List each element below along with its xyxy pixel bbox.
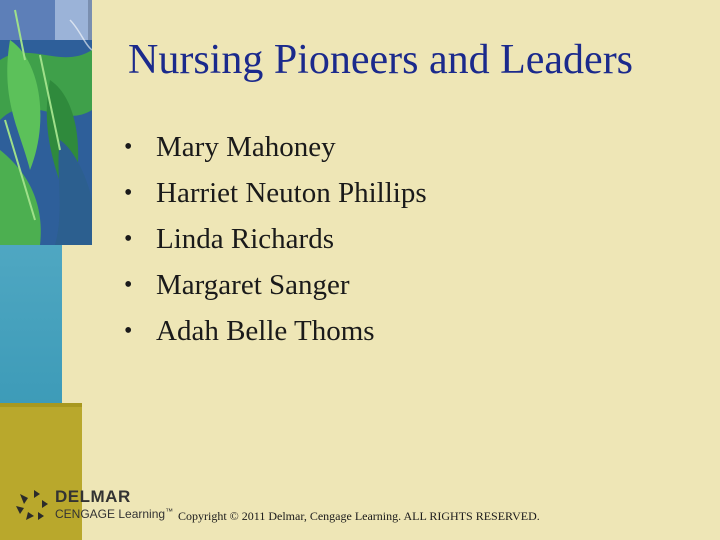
bullet-text: Linda Richards	[156, 222, 334, 255]
leaf-art-icon	[0, 0, 92, 250]
logo-line1: DELMAR	[55, 487, 131, 506]
bullet-text: Harriet Neuton Phillips	[156, 176, 427, 209]
bullet-glyph: •	[124, 317, 133, 344]
teal-edge-spacer	[62, 245, 92, 405]
bullet-item	[124, 308, 427, 354]
bullet-glyph: •	[124, 271, 133, 298]
bullet-text: Margaret Sanger	[156, 268, 350, 301]
left-decoration-strip	[0, 0, 92, 540]
olive-accent-edge	[0, 403, 82, 407]
bullet-item	[124, 216, 427, 262]
bullet-glyph: •	[124, 179, 133, 206]
bullet-glyph: •	[124, 225, 133, 252]
bullet-item	[124, 262, 427, 308]
delmar-cengage-logo	[12, 486, 180, 526]
bullet-text: Mary Mahoney	[156, 130, 336, 163]
copyright-notice: Copyright © 2011 Delmar, Cengage Learning. ALL RIGHTS RESERVED.	[178, 509, 540, 523]
bullet-glyph: •	[124, 133, 133, 160]
bullet-text: Adah Belle Thoms	[156, 314, 375, 347]
delmar-logo-icon	[12, 486, 52, 526]
bullet-item	[124, 124, 427, 170]
logo-line2-text: CENGAGE Learning	[55, 507, 166, 521]
bullet-list	[124, 124, 427, 354]
trademark-symbol: ™	[165, 507, 174, 516]
bullet-item	[124, 170, 427, 216]
logo-line2	[55, 507, 173, 521]
teal-accent-block	[0, 245, 62, 405]
slide-title: Nursing Pioneers and Leaders	[128, 37, 634, 83]
